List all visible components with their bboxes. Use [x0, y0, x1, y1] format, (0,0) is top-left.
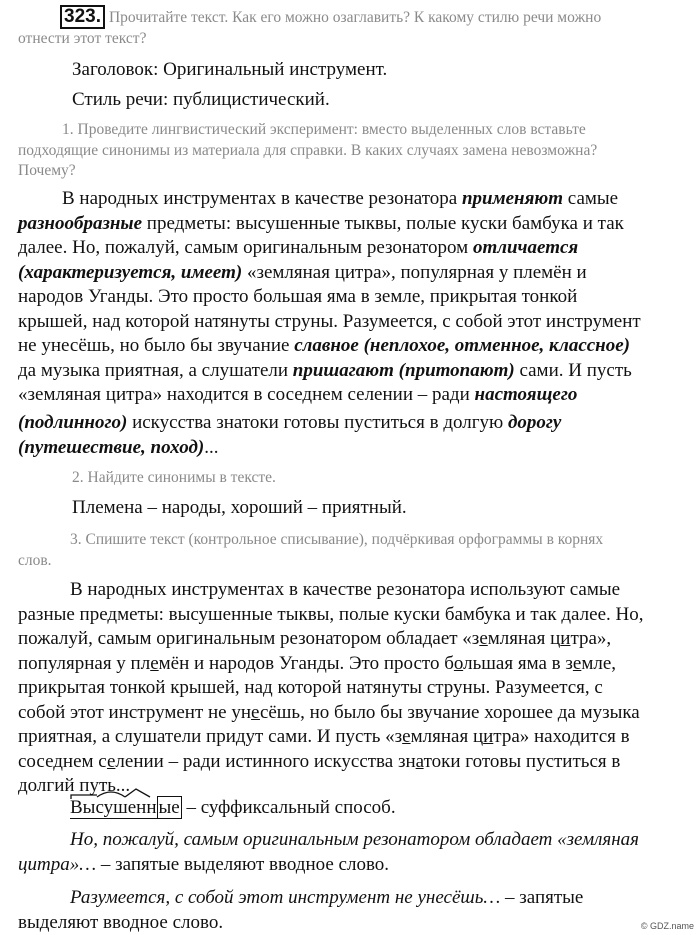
text-line	[18, 411, 694, 436]
text-segment: мляная ц	[487, 628, 561, 649]
text-line	[18, 551, 694, 572]
text-line	[18, 161, 694, 182]
highlighted-word: (характеризуется, имеет)	[18, 261, 243, 283]
underlined-letter: е	[572, 652, 582, 674]
text-copied	[18, 578, 694, 799]
underlined-letter: е	[479, 628, 488, 649]
task-1	[18, 120, 694, 182]
text-line	[18, 310, 694, 335]
highlighted-word: пришагают (притопают)	[292, 359, 515, 381]
text-segment: пожалуй, самым оригинальным резонатором обладает «з	[18, 628, 480, 649]
text-segment: «земляная цитра» находится в соседнем селении – ради	[18, 384, 475, 405]
text-line	[18, 676, 694, 701]
text-line	[18, 212, 694, 237]
text-segment: мляная ц	[410, 726, 484, 747]
text-segment: сами. И пусть	[514, 359, 632, 381]
answer-style: Стиль речи: публицистический.	[72, 89, 330, 110]
text-segment: долгий путь...	[18, 775, 131, 796]
highlighted-word: разнообразные	[18, 212, 143, 234]
text-line	[18, 436, 694, 461]
text-segment: прикрытая тонкой крышей, над которой натянуты струны. Разумеется, с	[18, 677, 603, 698]
text-segment: собой этот инструмент не ун	[18, 701, 252, 723]
highlighted-word: (путешествие, поход)	[18, 436, 205, 458]
text-line	[18, 236, 694, 261]
text-segment: мён и народов Уганды. Это просто б	[158, 652, 454, 674]
text-segment: соседнем с	[18, 750, 107, 772]
text-segment: приятная, а слушатели придут сами. И пусть «з	[18, 726, 403, 747]
text-segment: мле,	[581, 652, 617, 674]
answer-2: Племена – народы, хороший – приятный.	[72, 497, 407, 518]
note-1	[18, 828, 694, 877]
text-segment: В народных инструментах в качестве резонатора используют самые	[70, 579, 621, 600]
text-line	[18, 853, 694, 878]
text-segment: 3. Спишите текст (контрольное списывание), подчёркивая орфограммы в корнях	[70, 531, 604, 548]
text-line	[18, 828, 694, 853]
text-segment: «земляная цитра», популярная у племён и	[242, 261, 587, 283]
highlighted-word: дорогу	[507, 412, 562, 433]
text-segment: выделяют вводное слово.	[18, 911, 224, 933]
answer-title: Заголовок: Оригинальный инструмент.	[72, 59, 388, 80]
text-segment: льшая яма в з	[463, 652, 573, 674]
highlighted-word: (подлинного)	[18, 412, 128, 433]
morpheme-parse: Высушенн ые	[70, 796, 182, 821]
highlighted-word: отличается	[472, 237, 579, 258]
text-line	[18, 886, 694, 911]
text-line	[18, 911, 694, 935]
text-line	[18, 187, 694, 212]
text-line	[18, 530, 694, 551]
text-segment: да музыка приятная, а слушатели	[18, 359, 293, 381]
text-segment: отнести этот текст?	[18, 30, 147, 47]
underlined-letter: о	[453, 652, 464, 674]
text-segment: В народных инструментах в качестве резонатора	[62, 188, 462, 209]
text-segment: ...	[204, 436, 219, 458]
text-segment: сёшь, но было бы звучание хорошее да музыка	[259, 701, 640, 723]
morpheme-marks-icon	[70, 788, 190, 800]
text-segment: Почему?	[18, 162, 76, 179]
text-segment: лении – ради истинного искусства зн	[115, 750, 416, 772]
text-segment: предметы: высушенные тыквы, полые куски бамбука и так	[142, 212, 624, 234]
text-segment: разные предметы: высушенные тыквы, полые куски бамбука и так далее. Но,	[18, 603, 644, 625]
underlined-letter: а	[415, 750, 424, 772]
text-segment: слов.	[18, 551, 52, 569]
text-segment: подходящие синонимы из материала для справки. В каких случаях замена невозможна?	[18, 141, 598, 159]
highlighted-word: применяют	[461, 188, 564, 209]
text-segment: самые	[563, 188, 619, 209]
task-2: 2. Найдите синонимы в тексте.	[72, 469, 276, 486]
text-line	[18, 725, 694, 750]
text-segment: популярная у пл	[18, 652, 151, 674]
text-segment: токи готовы пуститься в	[423, 750, 621, 772]
text-segment: не унесёшь, но было бы звучание	[18, 335, 295, 356]
note-2	[18, 886, 694, 935]
text-line	[18, 652, 694, 677]
underlined-letter: и	[483, 726, 494, 747]
exercise-task	[18, 5, 694, 50]
watermark: © GDZ.name	[640, 921, 694, 931]
text-segment: искусства знатоки готовы пуститься в долгую	[127, 412, 508, 433]
underlined-letter: е	[402, 726, 411, 747]
text-segment: – запятые	[500, 887, 584, 908]
highlighted-word: настоящего	[474, 384, 578, 405]
text-line	[18, 750, 694, 775]
text-segment: цитра»…	[18, 853, 97, 875]
text-original-continued	[18, 411, 694, 460]
text-segment: далее. Но, пожалуй, самым оригинальным резонатором	[18, 237, 473, 258]
underlined-letter: е	[106, 750, 116, 772]
text-line	[18, 120, 694, 141]
text-line	[18, 359, 694, 384]
text-segment: крышей, над которой натянуты струны. Разумеется, с собой этот инструмент	[18, 310, 641, 332]
text-line	[18, 627, 694, 652]
text-segment: – запятые выделяют вводное слово.	[96, 853, 390, 875]
underlined-letter: и	[560, 628, 571, 649]
text-segment: Но, пожалуй, самым оригинальным резонатором обладает «земляная	[70, 829, 640, 850]
text-line	[18, 603, 694, 628]
text-segment: Разумеется, с собой этот инструмент не унесёшь…	[70, 887, 501, 908]
underlined-letter: е	[150, 652, 159, 674]
text-segment: народов Уганды. Это просто большая яма в земле, прикрытая тонкой	[18, 286, 578, 307]
text-segment: тра»,	[570, 628, 612, 649]
text-line	[18, 578, 694, 603]
text-segment: Прочитайте текст. Как его можно озаглавить? К какому стилю речи можно	[108, 9, 602, 26]
word-formation-analysis: Высушенн ые – суффиксальный способ.	[70, 796, 694, 821]
text-segment: тра» находится в	[493, 726, 630, 747]
task-3	[18, 530, 694, 571]
text-line	[18, 141, 694, 162]
text-original	[18, 187, 694, 408]
text-segment: 1. Проведите лингвистический эксперимент: вместо выделенных слов вставьте	[62, 121, 586, 138]
text-line	[18, 701, 694, 726]
underlined-letter: е	[251, 701, 260, 723]
highlighted-word: славное (неплохое, отменное, классное)	[294, 335, 630, 356]
text-line	[18, 334, 694, 359]
text-line	[18, 261, 694, 286]
text-line	[18, 285, 694, 310]
exercise-number: 323.	[60, 5, 105, 29]
text-line	[18, 383, 694, 408]
